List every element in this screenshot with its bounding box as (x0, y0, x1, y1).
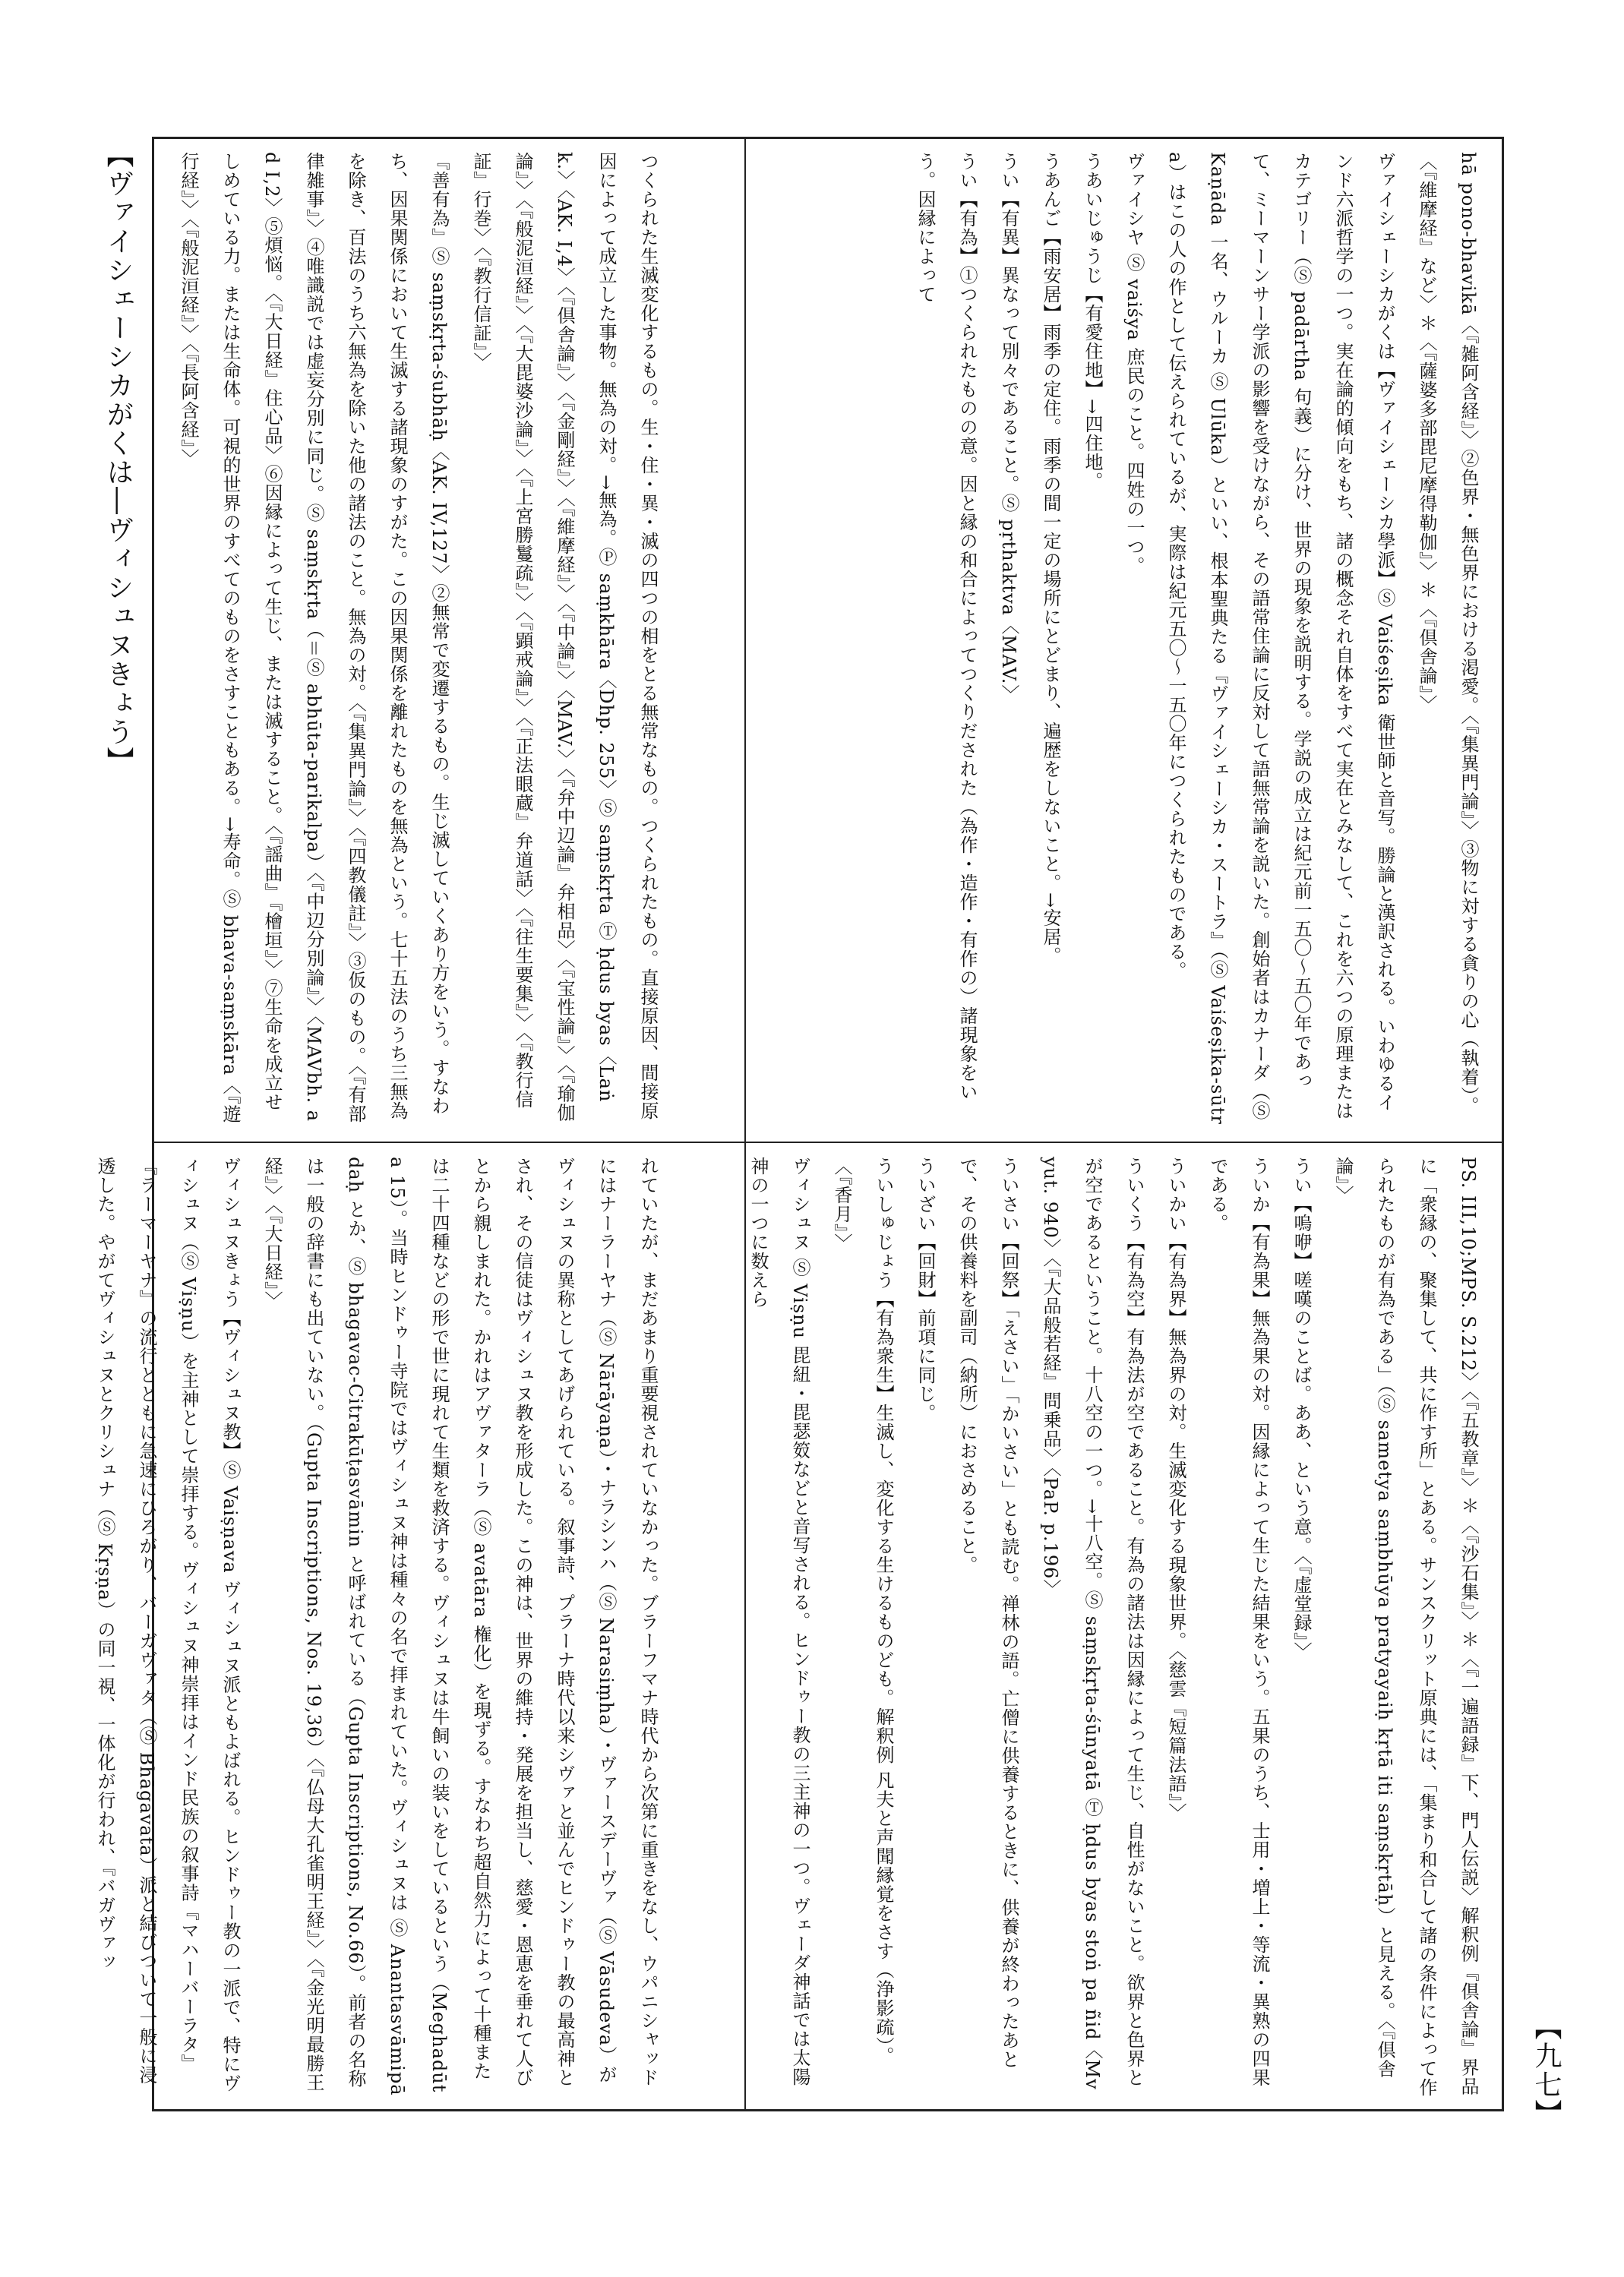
entry-text: 『善有為』Ⓢ saṃskṛta-śubhāḥ〈AK. IV,127〉②無常で変遷するもの。生じ滅していくあり方をいう。すなわち、因果関係において生滅する諸現象のすがた。この因果関係を離れたものを無為という。七十五法のうち三無為を除き、百法のうち六無為を除いた他の諸法のこと。無為の対。〈『集異門論』〉〈『四教儀註』〉③仮のもの。〈『有部律雑事』〉④唯識説では虚妄分別に同じ。Ⓢ saṃskṛta（＝Ⓢ abhūta-parikalpa）〈『中辺分別論』〉〈MAVbh. ad I,2〉⑤煩悩。〈『大日経』住心品〉⑥因縁によって生じ、または滅すること。〈『謡曲』『檜垣』〉⑦生命を成立せしめている力。または生命体。可視的世界のすべてのものをさすこともある。→寿命。Ⓢ bhava-saṃskāra〈『遊行経』〉〈『般泥洹経』〉〈『長阿含経』〉 (178, 152, 450, 1124)
entry-uango: うあんご【雨安居】雨季の定住。雨季の間一定の場所にとどまり、遍歴をしないこと。→安居。 (1040, 152, 1061, 966)
entry-uishujo: ういしゅじょう【有為衆生】生滅し、変化する生けるものども。解釈例 凡夫と声聞縁覚をさす（浄影疏）。〈『香月』〉 (831, 1157, 894, 2066)
running-head: 【ヴァイシェーシカがくは―ヴィシュヌきょう】 (103, 141, 134, 775)
page-number: 【九七】 (1531, 2013, 1562, 2128)
entry-ui-alas: うい【嗚咿】嗟嘆のことば。ああ、という意。〈『虚堂録』〉 (1291, 1157, 1312, 1661)
entry-uikuu: ういくう【有為空】有為法が空であること。有為の諸法は因縁によって生じ、自性がないこと。欲界と色界とが空であるということ。十八空の一つ。→十八空。Ⓢ saṃskṛta-śūnyatā Ⓣ ḥdus byas stoṅ pa ñid〈Mvyut. 940〉〈『大品般若経』問乗品〉〈PaP. p.196〉 (1040, 1157, 1145, 2090)
entry-uika: ういか【有為果】無為果の対。因縁によって生じた結果をいう。五果のうち、士用・増上・等流・異熟の四果である。 (1207, 1157, 1270, 2087)
entry-text: hā pono-bhavikā〈『雑阿含経』〉②色界・無色界における渇愛。〈『集異門論』〉③物に対する貪りの心（執着）。〈『維摩経』など〉＊〈『薩婆多部毘尼摩得勒伽』〉＊〈『倶舎論』〉 (1416, 152, 1479, 1116)
entry-uisai: ういさい【回祭】「えさい」「かいさい」とも読む。禅林の語。亡僧に供養するときに、供養が終わったあとで、その供養料を副司（納所）におさめること。 (956, 1157, 1019, 2069)
column-top-left (167, 152, 668, 1128)
entry-uaijuji: うあいじゅうじ【有愛住地】→四住地。 (1082, 152, 1103, 491)
entry-text: PS. III,10;MPS. S.212〉〈『五教章』〉＊〈『沙石集』〉＊〈『一遍語録』下、門人伝説〉解釈例『倶舎論』界品に「衆縁の、聚集して、共に作す所」とある。サンスクリット原典には、「集まり和合して諸の条件によって作られたものが有為である」（Ⓢ sametya saṃbhūya pratyayaiḥ kṛtā iti saṃskṛtāḥ）と見える。〈『倶舎論』〉 (1332, 1157, 1479, 2097)
horizontal-divider (152, 1142, 1504, 1143)
entry-uikai: ういかい【有為界】無為界の対。生滅変化する現象世界。〈慈雲『短篇法語』〉 (1165, 1157, 1186, 1822)
entry-visnu: ヴィシュヌ Ⓢ Viṣṇu 毘紐・毘瑟笯などと音写される。ヒンドゥー教の三主神の一つ。ヴェーダ神話では太陽神の一つに数えら (747, 1157, 810, 2086)
entry-vaisesika-school: ヴァイシェーシカがくは【ヴァイシェーシカ學派】Ⓢ Vaiśeṣika 衛世師と音写。勝論と漢訳される。いわゆるインド六派哲学の一つ。実在論的傾向をもち、諸の概念それ自体をすべて実在とみなして、これを六つの原理またはカテゴリー（Ⓢ padārtha 句義）に分け、世界の現象を説明する。学説の成立は紀元前一五〇～五〇年であって、ミーマーンサー学派の影響を受けながら、その語常住論に反対して語無常論を説いた。創始者はカナーダ（Ⓢ Kaṇāda 一名、ウルーカ Ⓢ Ulūka）といい、根本聖典たる『ヴァイシェーシカ・スートラ』（Ⓢ Vaiśeṣika-sūtra）はこの人の作として伝えられているが、実際は紀元五〇～一五〇年につくられたものである。 (1165, 152, 1395, 1125)
entry-ui-conditioned: うい【有為】①つくられたものの意。因と縁の和合によってつくりだされた（為作・造作・有作の）諸現象をいう。因縁によって (915, 152, 978, 1101)
column-bottom-left (94, 1157, 668, 2099)
entry-vaisya: ヴァイシヤ Ⓢ vaiśya 庶民のこと。四姓の一つ。 (1123, 152, 1145, 576)
entry-ui-difference: うい【有異】異なって別々であること。Ⓢ pṛthaktva〈MAV.〉 (998, 152, 1019, 704)
column-top-right (760, 152, 1489, 1128)
column-bottom-right (747, 1157, 1489, 2099)
entry-uizai: ういざい【回財】前項に同じ。 (915, 1157, 936, 1423)
entry-visnu-religion: ヴィシュヌきょう【ヴィシュヌ教】Ⓢ Vaiṣṇava ヴィシュヌ派ともよばれる。ヒンドゥー教の一派で、特にヴィシュヌ（Ⓢ Viṣṇu）を主神として崇拝する。ヴィシュヌ神崇拝はインド民族の叙事詩『マハーバーラタ』『ラーマーヤナ』の流行とともに急速にひろがり、バーガヴァタ（Ⓢ Bhāgavata）派と結びついて一般に浸透した。やがてヴィシュヌとクリシュナ（Ⓢ Kṛṣṇa）の同一視、一体化が行われ、『バガヴァッ (94, 1157, 241, 2093)
entry-text: つくられた生滅変化するもの。生・住・異・滅の四つの相をとる無常なもの。つくられたもの。直接原因、間接原因によって成立した事物。無為の対。→無為。Ⓟ saṃkhāra〈Dhp. 255〉Ⓢ saṃskṛta Ⓣ ḥdus byas〈Laṅk.〉〈AK. I,4〉〈『倶舎論』〉〈『金剛経』〉〈『維摩経』〉〈『中論』〉〈MAV.〉〈『弁中辺論』弁相品〉〈『宝性論』〉〈『瑜伽論』〉〈『般泥洹経』〉〈『大毘婆沙論』〉〈『上宮勝鬘疏』〉〈『顕戒論』〉〈『正法眼蔵』弁道話〉〈『往生要集』〉〈『教行信証』行巻〉〈『教行信証』〉 (470, 152, 659, 1123)
entry-text: れていたが、まだあまり重要視されていなかった。ブラーフマナ時代から次第に重きをなし、ウパニシャッドにはナーラーヤナ（Ⓢ Nārāyaṇa）・ナラシンハ（Ⓢ Narasiṃha）・ヴァースデーヴァ（Ⓢ Vāsudeva）がヴィシュヌの異称としてあげられている。叙事詩、プラーナ時代以来シヴァと並んでヒンドゥー教の最高神とされ、その信徒はヴィシュヌ教を形成した。この神は、世界の維持・発展を担当し、慈愛・恩恵を垂れて人びとから親しまれた。かれはアヴァターラ（Ⓢ avatāra 権化）を現ずる。すなわち超自然力によって十種または二十四種などの形で世に現れて生類を救済する。ヴィシュヌは牛飼いの装いをしているという（Meghadūta 15）。当時ヒンドゥー寺院ではヴィシュヌ神は種々の名で拝まれていた。ヴィシュヌは Ⓢ Anantasvāmipādaḥ とか、Ⓢ bhagavac-Citrakūṭasvāmin と呼ばれている（Gupta Inscriptions, No.66）。前者の名称は一般の辞書にも出ていない。（Gupta Inscriptions, Nos. 19,36）〈『仏母大孔雀明王経』〉〈『金光明最勝王経』〉〈『大日経』〉 (261, 1157, 659, 2096)
